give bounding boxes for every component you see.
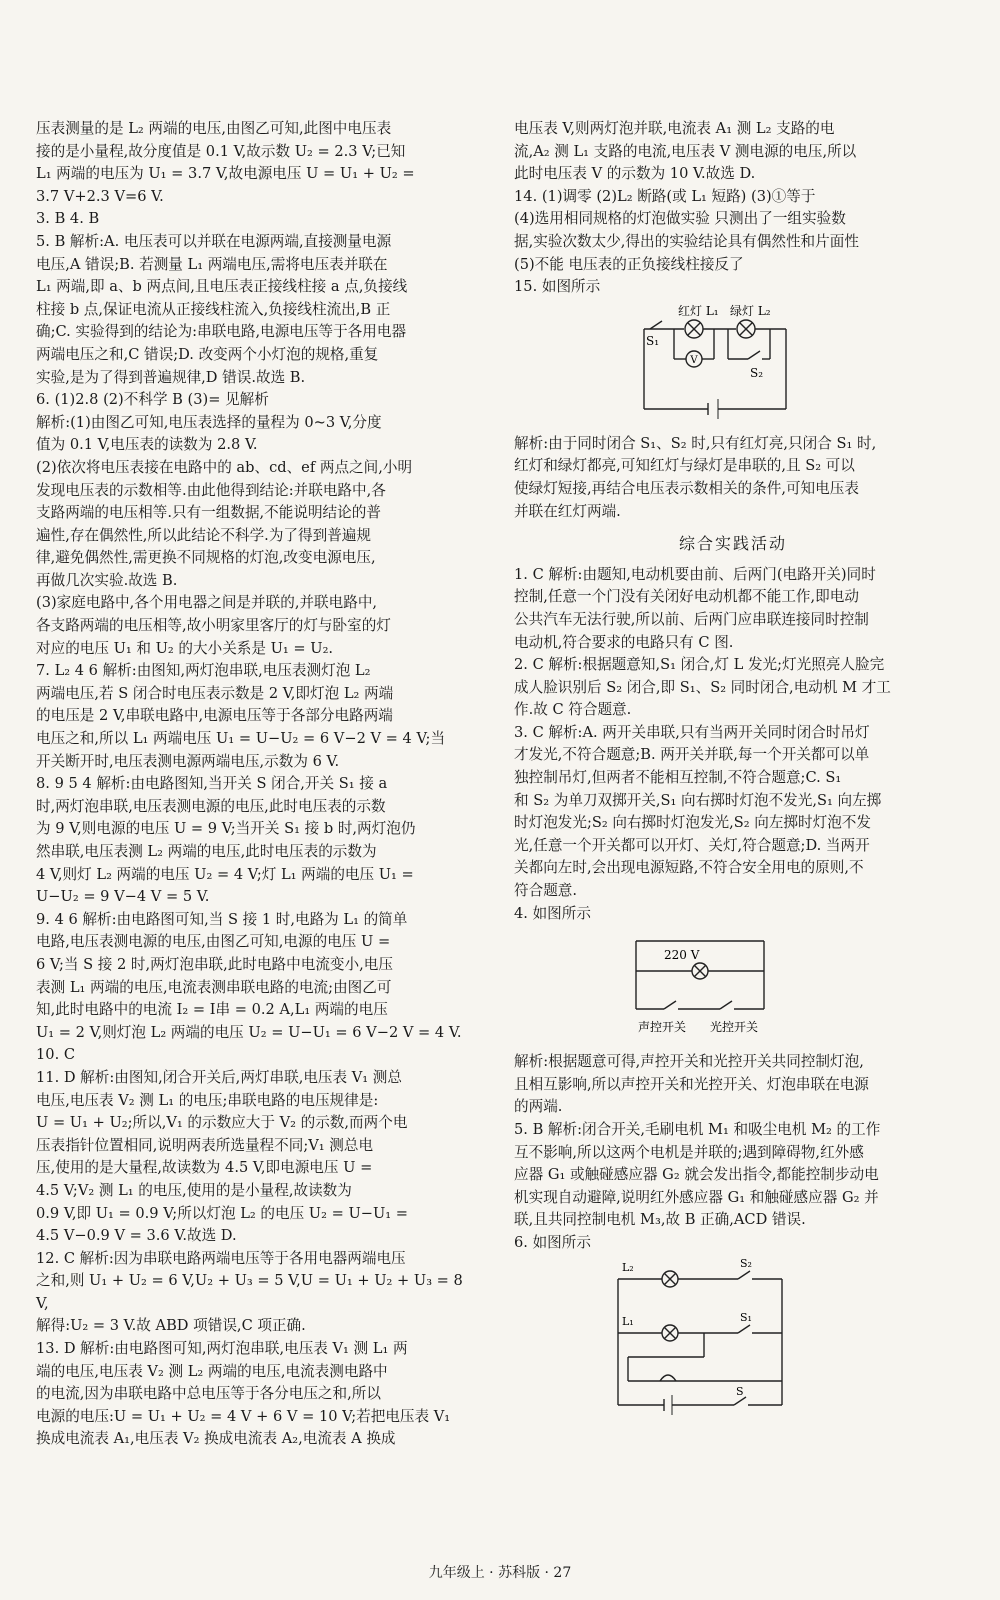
text-line: 电动机,符合要求的电路只有 C 图. <box>514 633 734 651</box>
l1-label: L₁ <box>622 1314 634 1328</box>
text-line: 支路两端的电压相等.只有一组数据,不能说明结论的普 <box>36 504 381 522</box>
text-line: 时,两灯泡串联,电压表测电源的电压,此时电压表的示数 <box>36 797 386 815</box>
text-line: (4)选用相同规格的灯泡做实验 只测出了一组实验数 <box>514 210 846 228</box>
figure-6-circuit <box>514 1257 952 1417</box>
s1-label: S₁ <box>740 1310 752 1324</box>
text-line: 的电压是 2 V,串联电路中,电源电压等于各部分电路两端 <box>36 707 393 725</box>
text-line: 作.故 C 符合题意. <box>514 701 632 719</box>
text-line: 和 S₂ 为单刀双掷开关,S₁ 向右掷时灯泡不发光,S₁ 向左掷 <box>514 791 882 809</box>
text-line: 压表指针位置相同,说明两表所选量程不同;V₁ 测总电 <box>36 1136 374 1154</box>
voltmeter-label: V <box>690 354 698 366</box>
green-lamp-label: 绿灯 L₂ <box>730 303 771 318</box>
text-line: 电源的电压:U = U₁ + U₂ = 4 V + 6 V = 10 V;若把电压表 V₁ <box>36 1407 451 1425</box>
text-line: 两端电压,若 S 闭合时电压表示数是 2 V,即灯泡 L₂ 两端 <box>36 684 394 702</box>
text-line: 8. 9 5 4 解析:由电路图知,当开关 S 闭合,开关 S₁ 接 a <box>36 775 388 793</box>
text-line: 换成电流表 A₁,电压表 V₂ 换成电流表 A₂,电流表 A 换成 <box>36 1430 396 1448</box>
text-line: 符合题意. <box>514 882 578 900</box>
text-line: 关都向左时,会出现电源短路,不符合安全用电的原则,不 <box>514 859 864 877</box>
text-line: 红灯和绿灯都亮,可知红灯与绿灯是串联的,且 S₂ 可以 <box>514 457 855 475</box>
text-line: 14. (1)调零 (2)L₂ 断路(或 L₁ 短路) (3)①等于 <box>514 187 816 205</box>
text-line: 且相互影响,所以声控开关和光控开关、灯泡串联在电源 <box>514 1075 869 1093</box>
text-line: 压,使用的是大量程,故读数为 4.5 V,即电源电压 U = <box>36 1159 373 1177</box>
right-after4-text <box>514 1051 952 1254</box>
text-line: (3)家庭电路中,各个用电器之间是并联的,并联电路中, <box>36 594 378 612</box>
text-line: (2)依次将电压表接在电路中的 ab、cd、ef 两点之间,小明 <box>36 458 413 476</box>
light-switch-label: 光控开关 <box>710 1020 759 1035</box>
text-line: L₁ 两端的电压为 U₁ = 3.7 V,故电源电压 U = U₁ + U₂ = <box>36 165 415 183</box>
text-line: 成人脸识别后 S₂ 闭合,即 S₁、S₂ 同时闭合,电动机 M 才工 <box>514 678 891 696</box>
text-line: (5)不能 电压表的正负接线柱接反了 <box>514 255 744 273</box>
text-line: 互不影响,所以这两个电机是并联的;遇到障碍物,红外感 <box>514 1143 864 1161</box>
text-line: 解析:(1)由图乙可知,电压表选择的量程为 0~3 V,分度 <box>36 413 382 431</box>
text-line: 电压表 V,则两灯泡并联,电流表 A₁ 测 L₂ 支路的电 <box>514 120 835 137</box>
figure-4-circuit <box>514 927 952 1047</box>
text-line: 电压,电压表 V₂ 测 L₁ 的电压;串联电路的电压规律是: <box>36 1091 379 1109</box>
section-title: 综合实践活动 <box>678 534 787 554</box>
text-line: U₁ = 2 V,则灯泡 L₂ 两端的电压 U₂ = U−U₁ = 6 V−2 V = 4 V. <box>36 1023 462 1041</box>
s2-label: S₂ <box>740 1256 752 1270</box>
s1-label: S₁ <box>646 333 660 348</box>
right-column <box>514 118 952 1421</box>
text-line: 柱接 b 点,保证电流从正接线柱流入,负接线柱流出,B 正 <box>36 300 391 318</box>
text-line: 5. B 解析:闭合开关,毛刷电机 M₁ 和吸尘电机 M₂ 的工作 <box>514 1121 881 1138</box>
text-line: 独控制吊灯,但两者不能相互控制,不符合题意;C. S₁ <box>514 769 842 787</box>
text-line: 解得:U₂ = 3 V.故 ABD 项错误,C 项正确. <box>36 1317 306 1335</box>
text-line: 电压,A 错误;B. 若测量 L₁ 两端电压,需将电压表并联在 <box>36 255 388 273</box>
text-line: L₁ 两端,即 a、b 两点间,且电压表正接线柱接 a 点,负接线 <box>36 278 408 296</box>
text-line: 5. B 解析:A. 电压表可以并联在电源两端,直接测量电源 <box>36 232 392 250</box>
text-line: 端的电压,电压表 V₂ 测 L₂ 两端的电压,电流表测电路中 <box>36 1362 388 1380</box>
text-line: 表测 L₁ 两端的电压,电流表测串联电路的电流;由图乙可 <box>36 978 392 996</box>
text-line: 3. B 4. B <box>36 210 100 228</box>
right-section-text <box>514 564 952 926</box>
text-line: 3. C 解析:A. 两开关串联,只有当两开关同时闭合时吊灯 <box>514 723 870 741</box>
text-line: U = U₁ + U₂;所以,V₁ 的示数应大于 V₂ 的示数,而两个电 <box>36 1114 408 1132</box>
text-line: 律,避免偶然性,需更换不同规格的灯泡,改变电源电压, <box>36 549 376 567</box>
text-line: 流,A₂ 测 L₁ 支路的电流,电压表 V 测电源的电压,所以 <box>514 142 857 160</box>
text-line: 发现电压表的示数相等.由此他得到结论:并联电路中,各 <box>36 481 386 499</box>
text-line: 6. (1)2.8 (2)不科学 B (3)= 见解析 <box>36 391 269 409</box>
text-line: 才发光,不符合题意;B. 两开关并联,每一个开关都可以单 <box>514 746 870 764</box>
s2-label: S₂ <box>750 365 764 380</box>
text-line: 3.7 V+2.3 V=6 V. <box>36 187 164 205</box>
text-line: 联,且共同控制电机 M₃,故 B 正确,ACD 错误. <box>514 1211 806 1229</box>
text-line: 1. C 解析:由题知,电动机要由前、后两门(电路开关)同时 <box>514 565 876 583</box>
s-label: S <box>736 1384 744 1398</box>
text-line: 7. L₂ 4 6 解析:由图知,两灯泡串联,电压表测灯泡 L₂ <box>36 662 371 680</box>
text-line: 此时电压表 V 的示数为 10 V.故选 D. <box>514 165 756 183</box>
text-line: U−U₂ = 9 V−4 V = 5 V. <box>36 888 210 906</box>
page-footer: 九年级上 · 苏科版 · 27 <box>428 1565 572 1581</box>
text-line: 13. D 解析:由电路图可知,两灯泡串联,电压表 V₁ 测 L₁ 两 <box>36 1340 408 1358</box>
text-line: 确;C. 实验得到的结论为:串联电路,电源电压等于各用电器 <box>36 323 407 341</box>
text-line: 之和,则 U₁ + U₂ = 6 V,U₂ + U₃ = 5 V,U = U₁ + U₂ + U₃ = 8 V, <box>36 1272 463 1312</box>
text-line: 电压之和,所以 L₁ 两端电压 U₁ = U−U₂ = 6 V−2 V = 4 V;当 <box>36 730 446 748</box>
circuit-diagram-4 <box>514 927 952 1047</box>
text-line: 9. 4 6 解析:由电路图可知,当 S 接 1 时,电路为 L₁ 的简单 <box>36 910 408 928</box>
text-line: 电路,电压表测电源的电压,由图乙可知,电源的电压 U = <box>36 933 391 951</box>
text-line: 解析:由于同时闭合 S₁、S₂ 时,只有红灯亮,只闭合 S₁ 时, <box>514 434 877 452</box>
sound-switch-label: 声控开关 <box>638 1020 687 1035</box>
text-line: 2. C 解析:根据题意知,S₁ 闭合,灯 L 发光;灯光照亮人脸完 <box>514 656 885 674</box>
text-line: 为 9 V,则电源的电压 U = 9 V;当开关 S₁ 接 b 时,两灯泡仍 <box>36 820 416 838</box>
text-line: 对应的电压 U₁ 和 U₂ 的大小关系是 U₁ = U₂. <box>36 639 334 657</box>
text-line: 4.5 V;V₂ 测 L₁ 的电压,使用的是小量程,故读数为 <box>36 1181 352 1199</box>
text-line: 值为 0.1 V,电压表的读数为 2.8 V. <box>36 436 258 454</box>
red-lamp-label: 红灯 L₁ <box>678 303 719 318</box>
text-line: 各支路两端的电压相等,故小明家里客厅的灯与卧室的灯 <box>36 617 391 635</box>
text-line: 两端电压之和,C 错误;D. 改变两个小灯泡的规格,重复 <box>36 345 379 363</box>
text-line: 应器 G₁ 或触碰感应器 G₂ 就会发出指令,都能控制步动电 <box>514 1166 879 1184</box>
text-line: 6. 如图所示 <box>514 1233 591 1251</box>
text-line: 解析:根据题意可得,声控开关和光控开关共同控制灯泡, <box>514 1053 864 1071</box>
text-line: 的电流,因为串联电路中总电压等于各分电压之和,所以 <box>36 1385 381 1403</box>
text-line: 据,实验次数太少,得出的实验结论具有偶然性和片面性 <box>514 232 859 250</box>
text-line: 15. 如图所示 <box>514 278 601 296</box>
text-line: 公共汽车无法行驶,所以前、后两门应串联连接同时控制 <box>514 610 869 628</box>
right-mid-text <box>514 433 952 523</box>
figure-15-circuit <box>514 301 952 429</box>
left-column <box>36 118 472 1451</box>
text-line: 开关断开时,电压表测电源两端电压,示数为 6 V. <box>36 752 340 770</box>
circuit-diagram-6 <box>514 1257 952 1417</box>
text-line: 12. C 解析:因为串联电路两端电压等于各用电器两端电压 <box>36 1249 406 1267</box>
text-line: 的两端. <box>514 1098 563 1116</box>
text-line: 知,此时电路中的电流 I₂ = I串 = 0.2 A,L₁ 两端的电压 <box>36 1001 388 1019</box>
text-line: 再做几次实验.故选 B. <box>36 571 178 589</box>
circuit-diagram-15 <box>514 301 952 429</box>
text-line: 使绿灯短接,再结合电压表示数相关的条件,可知电压表 <box>514 479 859 497</box>
right-top-text <box>514 118 952 299</box>
text-line: 遍性,存在偶然性,所以此结论不科学.为了得到普遍规 <box>36 526 371 544</box>
text-line: 光,任意一个开关都可以开灯、关灯,符合题意;D. 当两开 <box>514 836 870 854</box>
text-line: 机实现自动避障,说明红外感应器 G₁ 和触碰感应器 G₂ 并 <box>514 1188 879 1206</box>
text-line: 4.5 V−0.9 V = 3.6 V.故选 D. <box>36 1227 237 1245</box>
text-line: 11. D 解析:由图知,闭合开关后,两灯串联,电压表 V₁ 测总 <box>36 1068 402 1086</box>
text-line: 控制,任意一个门没有关闭好电动机都不能工作,即电动 <box>514 588 859 606</box>
text-line: 6 V;当 S 接 2 时,两灯泡串联,此时电路中电流变小,电压 <box>36 955 393 973</box>
text-line: 然串联,电压表测 L₂ 两端的电压,此时电压表的示数为 <box>36 843 377 860</box>
text-line: 并联在红灯两端. <box>514 502 621 520</box>
voltage-label: 220 V <box>664 948 700 963</box>
text-line: 10. C <box>36 1046 76 1064</box>
text-line: 时灯泡发光;S₂ 向右掷时灯泡发光,S₂ 向左掷时灯泡不发 <box>514 814 872 832</box>
text-line: 接的是小量程,故分度值是 0.1 V,故示数 U₂ = 2.3 V;已知 <box>36 142 406 160</box>
text-line: 实验,是为了得到普遍规律,D 错误.故选 B. <box>36 368 306 386</box>
text-line: 0.9 V,即 U₁ = 0.9 V;所以灯泡 L₂ 的电压 U₂ = U−U₁ = <box>36 1204 409 1222</box>
l2-label: L₂ <box>622 1260 634 1274</box>
text-line: 4. 如图所示 <box>514 904 591 922</box>
text-line: 4 V,则灯 L₂ 两端的电压 U₂ = 4 V;灯 L₁ 两端的电压 U₁ = <box>36 865 414 883</box>
text-line: 压表测量的是 L₂ 两端的电压,由图乙可知,此图中电压表 <box>36 120 392 137</box>
